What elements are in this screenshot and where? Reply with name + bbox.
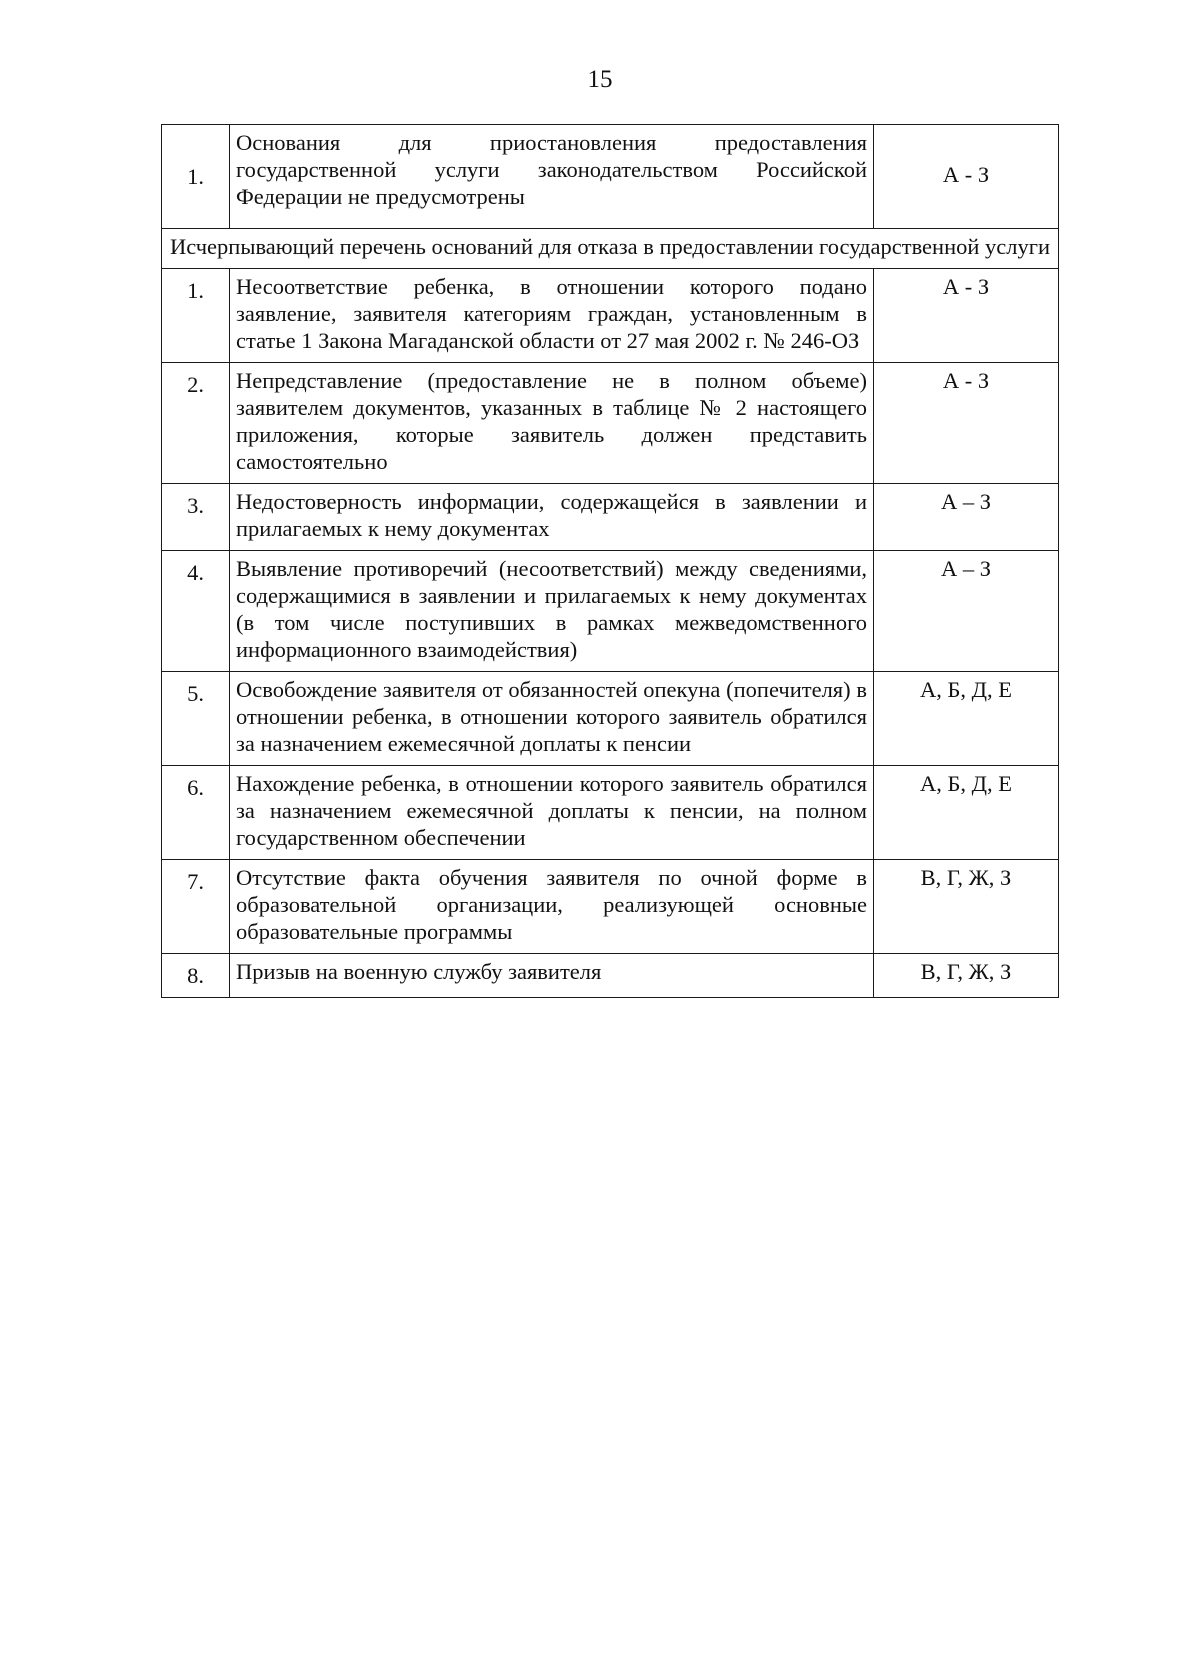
row-number: 4. [162,551,230,672]
row-categories: А - З [874,363,1059,484]
row-categories: А - З [874,269,1059,363]
row-text: Недостоверность информации, содержащейся в заявлении и прилагаемых к нему документах [230,484,874,551]
row-categories: А – З [874,551,1059,672]
row-text: Освобождение заявителя от обязанностей опекуна (попечителя) в отношении ребенка, в отношении которого заявитель обратился за назначением ежемесячной доплаты к пенсии [230,672,874,766]
table-row [162,672,1059,766]
section-header-row [162,229,1059,269]
row-number: 1. [162,125,230,229]
page-number: 15 [587,66,613,93]
row-text: Призыв на военную службу заявителя [230,954,874,998]
row-categories: А – З [874,484,1059,551]
row-categories: А - З [874,125,1059,229]
table-row [162,860,1059,954]
row-number: 7. [162,860,230,954]
table-row [162,269,1059,363]
row-number: 1. [162,269,230,363]
row-categories: А, Б, Д, Е [874,766,1059,860]
row-categories: В, Г, Ж, З [874,860,1059,954]
row-text: Основания для приостановления предоставления государственной услуги законодательством Российской Федерации не предусмотрены [230,125,874,229]
table-row [162,954,1059,998]
suspension-row [162,125,1059,229]
section-header: Исчерпывающий перечень оснований для отказа в предоставлении государственной услуги [162,229,1059,269]
table-row [162,766,1059,860]
row-text: Нахождение ребенка, в отношении которого заявитель обратился за назначением ежемесячной доплаты к пенсии, на полном государственном обеспечении [230,766,874,860]
grounds-table [161,124,1059,998]
row-categories: В, Г, Ж, З [874,954,1059,998]
row-number: 6. [162,766,230,860]
row-number: 8. [162,954,230,998]
row-text: Выявление противоречий (несоответствий) между сведениями, содержащимися в заявлении и прилагаемых к нему документах (в том числе поступивших в рамках межведомственного информационного взаимодействия) [230,551,874,672]
row-number: 5. [162,672,230,766]
row-categories: А, Б, Д, Е [874,672,1059,766]
row-number: 2. [162,363,230,484]
row-text: Отсутствие факта обучения заявителя по очной форме в образовательной организации, реализующей основные образовательные программы [230,860,874,954]
table-row [162,551,1059,672]
row-text: Непредставление (предоставление не в полном объеме) заявителем документов, указанных в таблице № 2 настоящего приложения, которые заявитель должен представить самостоятельно [230,363,874,484]
row-number: 3. [162,484,230,551]
table-row [162,484,1059,551]
table-row [162,363,1059,484]
row-text: Несоответствие ребенка, в отношении которого подано заявление, заявителя категориям граждан, установленным в статье 1 Закона Магаданской области от 27 мая 2002 г. № 246-ОЗ [230,269,874,363]
